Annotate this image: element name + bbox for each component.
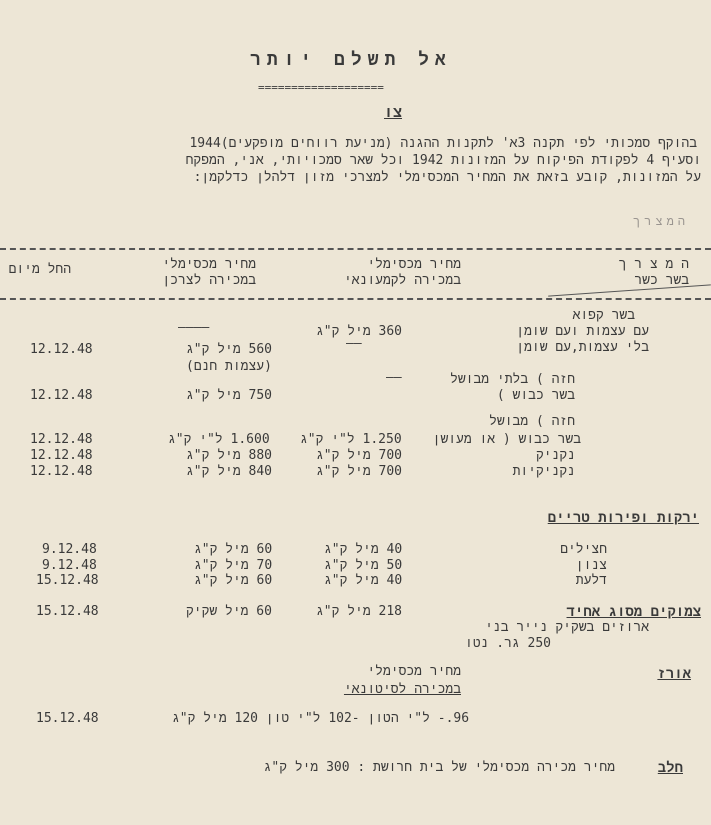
faint-product-label: המצרך	[632, 214, 689, 228]
col-retail-2: במכירה לצרכן	[162, 273, 256, 288]
meat-with-bones-wholesale: 360 מיל ק"ג	[316, 324, 402, 339]
intro-line-3: על המזונות, קובע בזאת את המחיר המכסימלי למצרכי מזון דלהלן כדלקמן:	[193, 170, 701, 185]
product-col-underline	[548, 284, 711, 296]
raisins-pack: ארוזים בשקיק נייר בני	[485, 620, 649, 635]
milk-text: מחיר מכירה מכסימלי של בית חרושת : 300 מיל ק"ג	[263, 760, 615, 775]
breast-raw-retail: 750 מיל ק"ג	[186, 388, 272, 403]
sausage-wholesale: 700 מיל ק"ג	[316, 448, 402, 463]
radish-date: 9.12.48	[42, 558, 97, 573]
meat-no-bones-date: 12.12.48	[30, 342, 93, 357]
radish-wholesale: 50 מיל ק"ג	[324, 558, 403, 573]
eggplant-retail: 60 מיל ק"ג	[194, 542, 273, 557]
rice-label: אורז	[657, 666, 691, 682]
col-wholesale-2: במכירה לקמעונאי	[343, 273, 461, 288]
breast-cooked-1: חזה ) מבושל	[489, 414, 575, 429]
col-wholesale-1: מחיר מכסימלי	[367, 257, 461, 272]
rice-date: 15.12.48	[36, 711, 99, 726]
radish: צנון	[575, 558, 607, 573]
header-separator-bottom	[0, 298, 711, 300]
raisins-retail: 60 מיל שקיק	[186, 604, 272, 619]
radish-retail: 70 מיל ק"ג	[194, 558, 273, 573]
squash-date: 15.12.48	[36, 573, 99, 588]
squash-retail: 60 מיל ק"ג	[194, 573, 273, 588]
breast-cooked-date: 12.12.48	[30, 432, 93, 447]
breast-cooked-wholesale: 1.250 ל"י ק"ג	[300, 432, 402, 447]
sausage-date: 12.12.48	[30, 448, 93, 463]
meat-no-bones: בלי עצמות,עם שומן	[516, 340, 649, 355]
col-effective-date: החל מיום	[8, 262, 71, 277]
intro-line-1: בהוקף סמכותי לפי תקנה 3א' לתקנות ההגנה (מניעת רווחים מופקעים)1944	[189, 136, 697, 151]
raisins-weight: 250 גר. נטו	[465, 636, 551, 651]
page-title: אל תשלם יותר	[250, 49, 452, 70]
rice-col-1: מחיר מכסימלי	[367, 664, 461, 679]
breast-raw-date: 12.12.48	[30, 388, 93, 403]
squash-wholesale: 40 מיל ק"ג	[324, 573, 403, 588]
meat-no-bones-wholesale-dash: ——	[346, 336, 362, 351]
breast-raw-wholesale-dash: ——	[386, 370, 402, 385]
rice-col-2: במכירה לסיטונאי	[343, 682, 461, 697]
sausage-retail: 880 מיל ק"ג	[186, 448, 272, 463]
sausages-date: 12.12.48	[30, 464, 93, 479]
col-product-1: ה מ צ ר ך	[618, 257, 689, 272]
col-product-2: בשר כשר	[634, 273, 689, 288]
meat-frozen: בשר קפוא	[572, 308, 635, 323]
order-heading: צו	[384, 103, 403, 121]
meat-no-bones-retail-note: (עצמות חנם)	[186, 359, 272, 374]
breast-raw-1: חזה ) בלתי מבושל	[450, 372, 575, 387]
intro-line-2: וסעיף 4 לפקודת הפיקוח על המזונות 1942 וכל שאר סמכויותי, אני, המפקח	[185, 153, 701, 168]
rice-price: 96.- ל"י הטון -102 ל"י טון 120 מיל ק"ג	[172, 711, 470, 726]
breast-raw-2: בשר כבוש )	[496, 388, 575, 403]
raisins-date: 15.12.48	[36, 604, 99, 619]
sausage: נקניק	[535, 448, 575, 463]
sausages-retail: 840 מיל ק"ג	[186, 464, 272, 479]
veg-heading: ירקות ופירות טריים	[547, 510, 699, 526]
breast-cooked-2: בשר כבוש ( או מעושן	[432, 432, 581, 447]
meat-with-bones: עם עצמות ועם שומן	[516, 324, 649, 339]
col-retail-1: מחיר מכסימלי	[162, 257, 256, 272]
meat-with-bones-retail-dash: ————	[178, 320, 210, 335]
sausages: נקניקיות	[512, 464, 575, 479]
eggplant: חצילים	[560, 542, 607, 557]
eggplant-wholesale: 40 מיל ק"ג	[324, 542, 403, 557]
eggplant-date: 9.12.48	[42, 542, 97, 557]
raisins-wholesale: 218 מיל ק"ג	[316, 604, 402, 619]
breast-cooked-retail: 1.600 ל"י ק"ג	[168, 432, 270, 447]
squash: דלעת	[575, 573, 607, 588]
milk-label: חלב	[657, 760, 683, 776]
meat-no-bones-retail: 560 מיל ק"ג	[186, 342, 272, 357]
header-separator-top	[0, 248, 711, 250]
raisins-heading: צמוקים מסוג אחיד	[566, 604, 701, 620]
sausages-wholesale: 700 מיל ק"ג	[316, 464, 402, 479]
title-underline: ===================	[258, 81, 384, 94]
